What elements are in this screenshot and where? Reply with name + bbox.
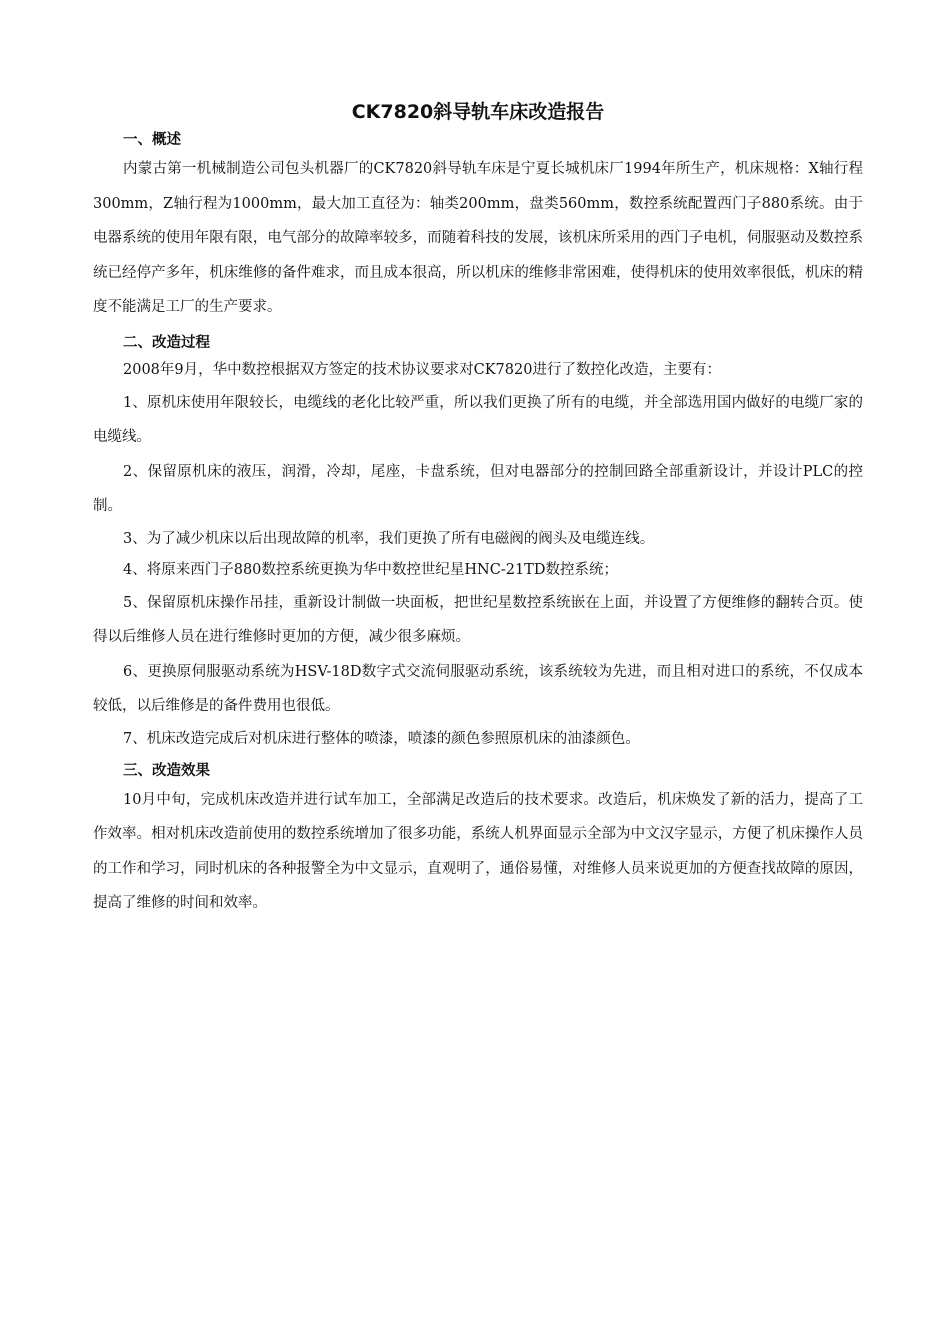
paragraph: 1、原机床使用年限较长，电缆线的老化比较严重，所以我们更换了所有的电缆，并全部选用国内做好的电缆厂家的电缆线。 [93,394,863,445]
section-overview [93,128,863,325]
paragraph: 2、保留原机床的液压，润滑，冷却，尾座，卡盘系统，但对电器部分的控制回路全部重新设计，并设计PLC的控制。 [93,463,863,514]
document-title: CK7820斜导轨车床改造报告 [351,101,605,123]
paragraph: 5、保留原机床操作吊挂，重新设计制做一块面板，把世纪星数控系统嵌在上面，并设置了方便维修的翻转合页。使得以后维修人员在进行维修时更加的方便，减少很多麻烦。 [93,594,863,645]
document-page [93,98,863,921]
paragraph: 内蒙古第一机械制造公司包头机器厂的CK7820斜导轨车床是宁夏长城机床厂1994年所生产，机床规格：X轴行程300mm，Z轴行程为1000mm，最大加工直径为：轴类200mm，盘类560mm，数控系统配置西门子880系统。由于电器系统的使用年限有限，电气部分的故障率较多，而随着科技的发展，该机床所采用的西门子电机，伺服驱动及数控系统已经停产多年，机床维修的备件难求，而且成本很高，所以机床的维修非常困难，使得机床的使用效率很低，机床的精度不能满足工厂的生产要求。 [93,161,863,315]
paragraph: 7、机床改造完成后对机床进行整体的喷漆，喷漆的颜色参照原机床的油漆颜色。 [123,730,640,747]
paragraph: 6、更换原伺服驱动系统为HSV-18D数字式交流伺服驱动系统，该系统较为先进，而且相对进口的系统，不仅成本较低，以后维修是的备件费用也很低。 [93,663,863,714]
section-heading: 二、改造过程 [123,334,210,351]
section-results [93,759,863,921]
section-heading: 一、概述 [123,132,181,148]
section-process [93,331,863,755]
paragraph: 10月中旬，完成机床改造并进行试车加工，全部满足改造后的技术要求。改造后，机床焕发了新的活力，提高了工作效率。相对机床改造前使用的数控系统增加了很多功能，系统人机界面显示全部为中文汉字显示，方便了机床操作人员的工作和学习，同时机床的各种报警全为中文显示，直观明了，通俗易懂，对维修人员来说更加的方便查找故障的原因，提高了维修的时间和效率。 [93,791,863,911]
paragraph: 2008年9月，华中数控根据双方签定的技术协议要求对CK7820进行了数控化改造，主要有： [123,361,721,378]
section-heading: 三、改造效果 [123,762,210,779]
paragraph: 3、为了减少机床以后出现故障的机率，我们更换了所有电磁阀的阀头及电缆连线。 [123,530,655,547]
paragraph: 4、将原来西门子880数控系统更换为华中数控世纪星HNC-21TD数控系统； [123,561,618,578]
